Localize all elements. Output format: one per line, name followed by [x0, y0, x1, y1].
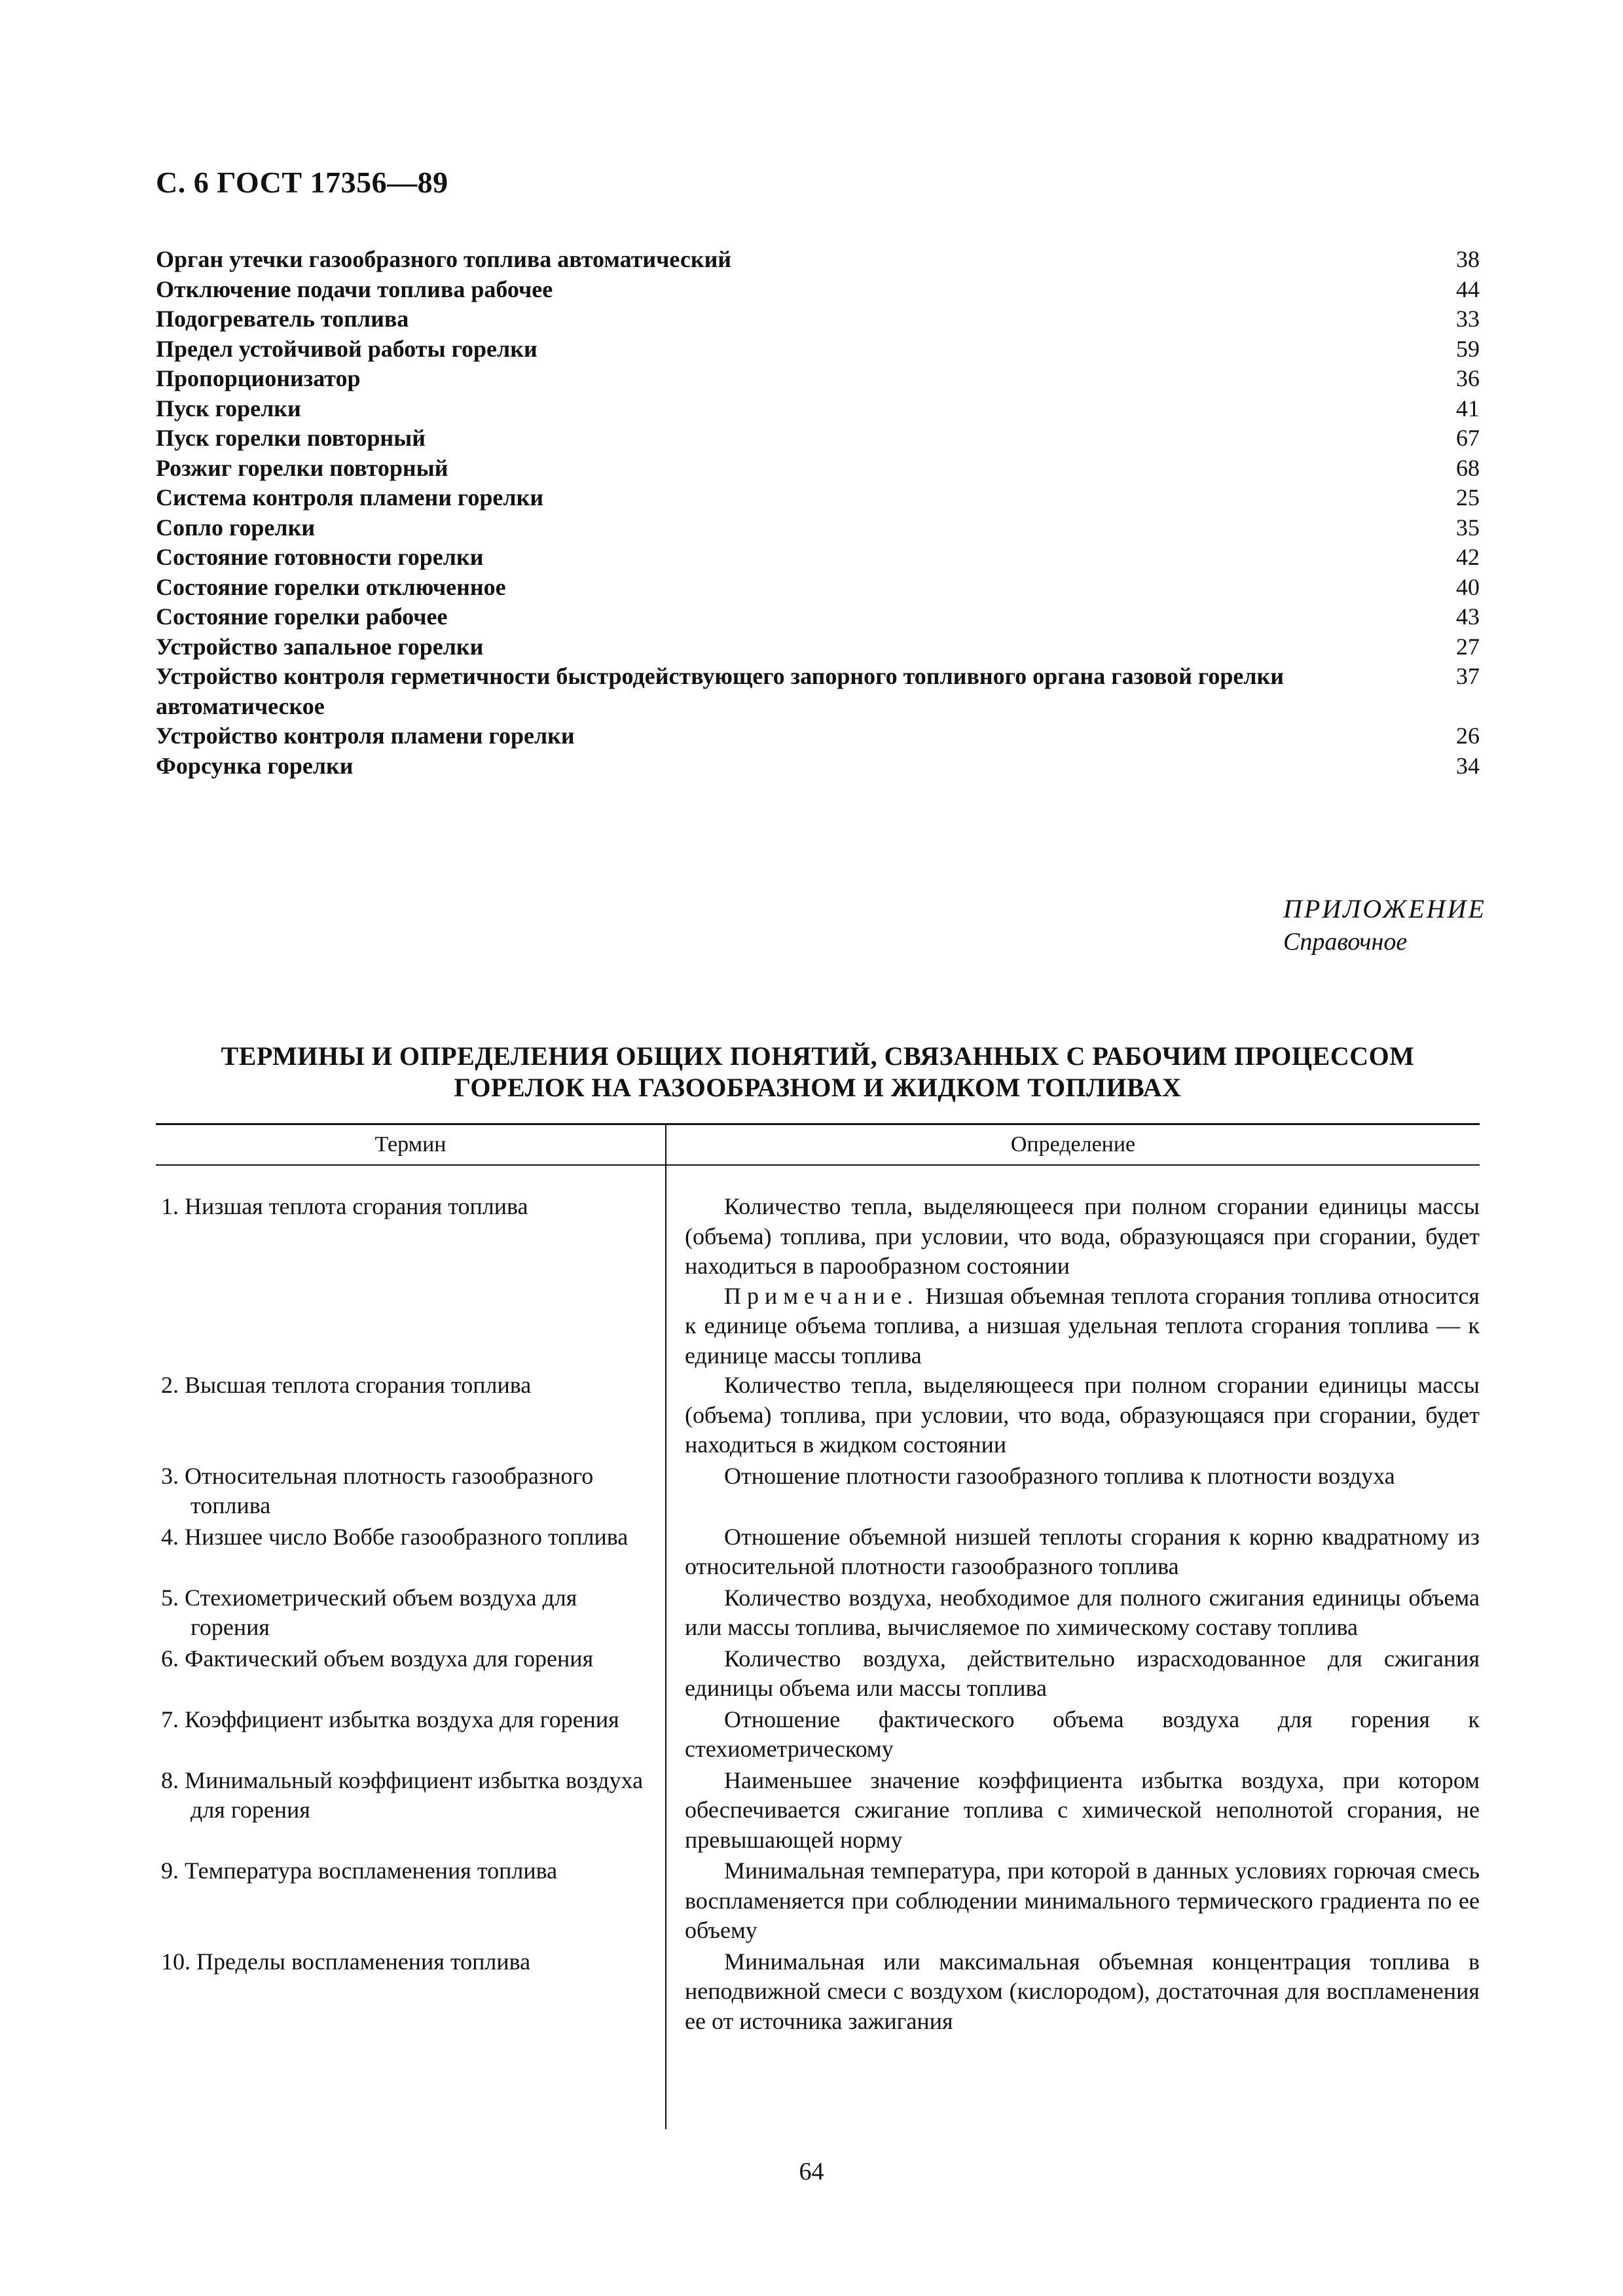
index-term: Состояние готовности горелки [156, 544, 484, 570]
index-row [156, 394, 1480, 424]
definition-text: Минимальная температура, при которой в данных условиях горючая смесь воспламеняется при соблюдении минимального термического градиента по ее объему [685, 1857, 1480, 1943]
index-row [156, 662, 1480, 721]
index-number: 33 [1456, 306, 1480, 332]
definition-text: Количество тепла, выделяющееся при полном сгорании единицы массы (объема) топлива, при условии, что вода, образующаяся при сгорании, будет находиться в парообразном состоянии [685, 1193, 1480, 1279]
definition-cell [665, 1462, 1480, 1492]
appendix-label: ПРИЛОЖЕНИЕ [1283, 894, 1486, 924]
index-term: Розжиг горелки повторный [156, 454, 448, 481]
index-row [156, 513, 1480, 543]
index-term: Устройство контроля пламени горелки [156, 723, 575, 749]
index-row [156, 543, 1480, 573]
definition-cell [665, 1192, 1480, 1371]
table-body [156, 1166, 1480, 2036]
note-text: Низшая объемная теплота сгорания топлива относится к единице объема топлива, а низшая удельная теплота сгорания топлива — к единице массы топлива [685, 1282, 1480, 1369]
index-number: 25 [1456, 484, 1480, 511]
index-number: 68 [1456, 454, 1480, 481]
definition-cell [665, 1583, 1480, 1643]
page-header: С. 6 ГОСТ 17356—89 [156, 166, 448, 199]
index-number: 41 [1456, 395, 1480, 422]
term-cell [156, 1192, 665, 1222]
term-cell [156, 1766, 665, 1825]
title-line: ГОРЕЛОК НА ГАЗООБРАЗНОМ И ЖИДКОМ ТОПЛИВАХ [454, 1073, 1182, 1102]
index-term: Подогреватель топлива [156, 306, 409, 332]
index-term: Система контроля пламени горелки [156, 484, 544, 511]
index-row [156, 304, 1480, 334]
index-term: Устройство контроля герметичности быстродействующего запорного топливного органа газовой горелки автоматическое [156, 663, 1285, 719]
index-term: Форсунка горелки [156, 752, 354, 779]
index-term: Предел устойчивой работы горелки [156, 335, 538, 362]
definition-text: Минимальная или максимальная объемная концентрация топлива в неподвижной смеси с воздухом (кислородом), достаточная для воспламенения ее от источника зажигания [685, 1948, 1480, 2034]
term-text: 3. Относительная плотность газообразного топлива [161, 1462, 594, 1518]
table-header [156, 1123, 1480, 1166]
table-row [156, 1583, 1480, 1643]
term-text: 4. Низшее число Воббе газообразного топлива [161, 1523, 629, 1550]
document-title [156, 1041, 1480, 1103]
index-row [156, 423, 1480, 454]
term-cell [156, 1371, 665, 1401]
term-text: 10. Пределы воспламенения топлива [161, 1948, 531, 1975]
index-row [156, 454, 1480, 484]
page-number: 64 [799, 2158, 824, 2185]
definition-cell [665, 1766, 1480, 1856]
term-index [156, 245, 1480, 781]
index-number: 37 [1456, 663, 1480, 689]
index-number: 35 [1456, 514, 1480, 541]
index-row [156, 602, 1480, 632]
table-row [156, 1462, 1480, 1521]
appendix-block [1283, 893, 1486, 958]
term-text: 9. Температура воспламенения топлива [161, 1857, 558, 1884]
index-number: 67 [1456, 425, 1480, 451]
index-term: Сопло горелки [156, 514, 316, 541]
index-number: 59 [1456, 335, 1480, 362]
term-text: 7. Коэффициент избытка воздуха для горения [161, 1706, 619, 1732]
table-row [156, 1947, 1480, 2037]
definition-text: Отношение фактического объема воздуха для горения к стехиометрическому [685, 1706, 1480, 1762]
index-number: 36 [1456, 365, 1480, 391]
index-number: 38 [1456, 246, 1480, 272]
index-term: Пуск горелки повторный [156, 425, 426, 451]
definition-cell [665, 1856, 1480, 1946]
term-cell [156, 1947, 665, 1977]
definition-text: Количество воздуха, действительно израсходованное для сжигания единицы объема или массы топлива [685, 1645, 1480, 1701]
title-line: ТЕРМИНЫ И ОПРЕДЕЛЕНИЯ ОБЩИХ ПОНЯТИЙ, СВЯЗАННЫХ С РАБОЧИМ ПРОЦЕССОМ [221, 1041, 1415, 1071]
index-number: 26 [1456, 723, 1480, 749]
term-text: 1. Низшая теплота сгорания топлива [161, 1193, 528, 1219]
index-term: Устройство запальное горелки [156, 633, 484, 660]
term-cell [156, 1856, 665, 1886]
definition-cell [665, 1371, 1480, 1460]
table-row [156, 1705, 1480, 1765]
index-row [156, 334, 1480, 365]
table-row [156, 1522, 1480, 1582]
definition-cell [665, 1644, 1480, 1704]
table-row [156, 1766, 1480, 1856]
index-term: Отключение подачи топлива рабочее [156, 276, 553, 302]
index-row [156, 573, 1480, 603]
index-number: 27 [1456, 633, 1480, 660]
definition-cell [665, 1947, 1480, 2037]
index-term: Пропорционизатор [156, 365, 361, 391]
terms-table [156, 1123, 1480, 2036]
term-cell [156, 1705, 665, 1735]
table-row [156, 1192, 1480, 1371]
table-row [156, 1856, 1480, 1946]
definition-text: Количество воздуха, необходимое для полного сжигания единицы объема или массы топлива, вычисляемое по химическому составу топлива [685, 1584, 1480, 1640]
appendix-subtitle: Справочное [1283, 928, 1408, 956]
term-text: 8. Минимальный коэффициент избытка воздуха для горения [161, 1767, 644, 1823]
index-term: Состояние горелки отключенное [156, 573, 506, 600]
index-row [156, 751, 1480, 781]
index-term: Орган утечки газообразного топлива автоматический [156, 246, 732, 272]
index-row [156, 483, 1480, 513]
index-row [156, 364, 1480, 394]
definition-text: Количество тепла, выделяющееся при полном сгорании единицы массы (объема) топлива, при условии, что вода, образующаяся при сгорании, будет находиться в жидком состоянии [685, 1372, 1480, 1458]
term-cell [156, 1644, 665, 1674]
definition-text: Отношение плотности газообразного топлива к плотности воздуха [724, 1462, 1395, 1489]
definition-note [685, 1282, 1480, 1371]
index-row [156, 721, 1480, 751]
column-header-term: Термин [156, 1125, 666, 1164]
definition-text: Наименьшее значение коэффициента избытка воздуха, при котором обеспечивается сжигание топлива с химической неполнотой сгорания, не превышающей норму [685, 1767, 1480, 1853]
note-label: Примечание. [724, 1282, 919, 1309]
index-term: Состояние горелки рабочее [156, 603, 448, 630]
term-text: 6. Фактический объем воздуха для горения [161, 1645, 594, 1672]
term-text: 5. Стехиометрический объем воздуха для горения [161, 1584, 577, 1640]
term-cell [156, 1462, 665, 1521]
column-header-definition: Определение [1010, 1132, 1136, 1157]
table-row [156, 1644, 1480, 1704]
term-cell [156, 1583, 665, 1643]
term-cell [156, 1522, 665, 1552]
index-number: 43 [1456, 603, 1480, 630]
definition-cell [665, 1522, 1480, 1582]
definition-cell [665, 1705, 1480, 1765]
index-number: 34 [1456, 752, 1480, 779]
index-number: 44 [1456, 276, 1480, 302]
term-text: 2. Высшая теплота сгорания топлива [161, 1372, 532, 1398]
table-row [156, 1371, 1480, 1460]
index-row [156, 245, 1480, 275]
index-number: 42 [1456, 544, 1480, 570]
definition-text: Отношение объемной низшей теплоты сгорания к корню квадратному из относительной плотности газообразного топлива [685, 1523, 1480, 1579]
index-row [156, 632, 1480, 662]
index-number: 40 [1456, 573, 1480, 600]
index-row [156, 275, 1480, 305]
index-term: Пуск горелки [156, 395, 301, 422]
